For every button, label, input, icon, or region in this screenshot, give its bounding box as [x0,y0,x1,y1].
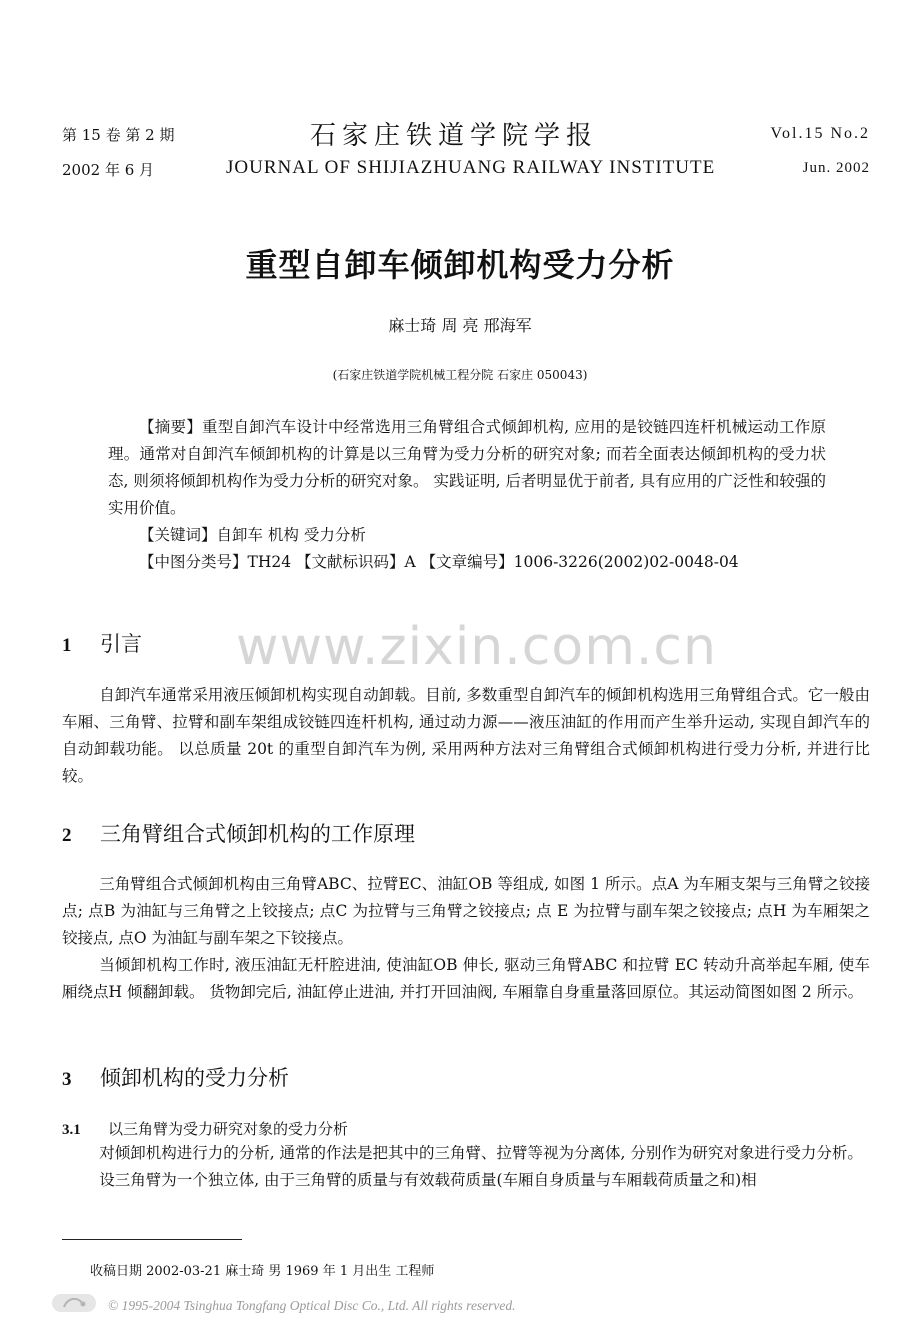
section-number: 3 [62,1069,72,1090]
date-cn: 2002 年 6 月 [62,161,155,179]
paragraph: 三角臂组合式倾卸机构由三角臂ABC、拉臂EC、油缸OB 等组成, 如图 1 所示。点A 为车厢支架与三角臂之铰接点; 点B 为油缸与三角臂之上铰接点; 点C 为拉臂与三角臂之铰接点; 点 E 为拉臂与副车架之铰接点; 点H 为车厢架之铰接点, 点O 为油缸与副车架之下铰接点。 [62,875,870,947]
section-title: 倾卸机构的受力分析 [100,1066,289,1090]
watermark: www.zixin.com.cn [236,617,717,677]
subsection-title: 以三角臂为受力研究对象的受力分析 [108,1120,349,1138]
section-title: 三角臂组合式倾卸机构的工作原理 [100,822,415,846]
copyright: © 1995-2004 Tsinghua Tongfang Optical Disc Co., Ltd. All rights reserved. [108,1298,516,1313]
affiliation: (石家庄铁道学院机械工程分院 石家庄 050043) [332,368,588,382]
section-title: 引言 [100,632,142,656]
keywords: 【关键词】自卸车 机构 受力分析 [139,526,366,544]
section-number: 1 [62,635,72,656]
paragraph: 当倾卸机构工作时, 液压油缸无杆腔进油, 使油缸OB 伸长, 驱动三角臂ABC 和拉臂 EC 转动升高举起车厢, 使车厢绕点H 倾翻卸载。 货物卸完后, 油缸停止进油, 并打开回油阀, 车厢靠自身重量落回原位。其运动简图如图 2 所示。 [62,956,870,1001]
section-heading [62,1062,289,1092]
section-heading [62,818,415,848]
section-number: 2 [62,825,72,846]
section-body [62,682,870,790]
volume-issue: 第 15 卷 第 2 期 [62,126,175,144]
abstract-block [108,414,826,576]
paragraph: 对倾卸机构进行力的分析, 通常的作法是把其中的三角臂、拉臂等视为分离体, 分别作为研究对象进行受力分析。 [99,1144,863,1162]
vol-no: Vol.15 No.2 [770,125,870,142]
journal-title-en: JOURNAL OF SHIJIAZHUANG RAILWAY INSTITUTE [226,157,716,178]
footnote-rule [62,1239,242,1240]
journal-title-cn: 石家庄铁道学院学报 [310,121,599,151]
publisher-logo-icon [52,1292,96,1314]
section-heading [62,628,142,658]
section-body [62,1140,870,1194]
footnote: 收稿日期 2002-03-21 麻士琦 男 1969 年 1 月出生 工程师 [90,1264,435,1279]
subsection-number: 3.1 [62,1122,81,1138]
abstract-text: 【摘要】重型自卸汽车设计中经常选用三角臂组合式倾卸机构, 应用的是铰链四连杆机械运动工作原理。通常对自卸汽车倾卸机构的计算是以三角臂为受力分析的研究对象; 而若全面表达倾卸机构的受力状态, 则须将倾卸机构作为受力分析的研究对象。 实践证明, 后者明显优于前者, 具有应用的广泛性和较强的实用价值。 [108,418,826,517]
paragraph: 设三角臂为一个独立体, 由于三角臂的质量与有效载荷质量(车厢自身质量与车厢载荷质量之和)相 [99,1171,757,1189]
paragraph: 自卸汽车通常采用液压倾卸机构实现自动卸载。目前, 多数重型自卸汽车的倾卸机构选用三角臂组合式。它一般由车厢、三角臂、拉臂和副车架组成铰链四连杆机构, 通过动力源——液压油缸的作用而产生举升运动, 实现自卸汽车的自动卸载功能。 以总质量 20t 的重型自卸汽车为例, 采用两种方法对三角臂组合式倾卸机构进行受力分析, 并进行比较。 [62,686,870,785]
subsection-heading [62,1118,348,1139]
date-en: Jun. 2002 [802,160,870,176]
authors: 麻士琦 周 亮 邢海军 [388,316,532,335]
classification: 【中图分类号】TH24 【文献标识码】A 【文章编号】1006-3226(2002)02-0048-04 [139,553,739,571]
section-body [62,871,870,1006]
article-title: 重型自卸车倾卸机构受力分析 [245,246,675,284]
